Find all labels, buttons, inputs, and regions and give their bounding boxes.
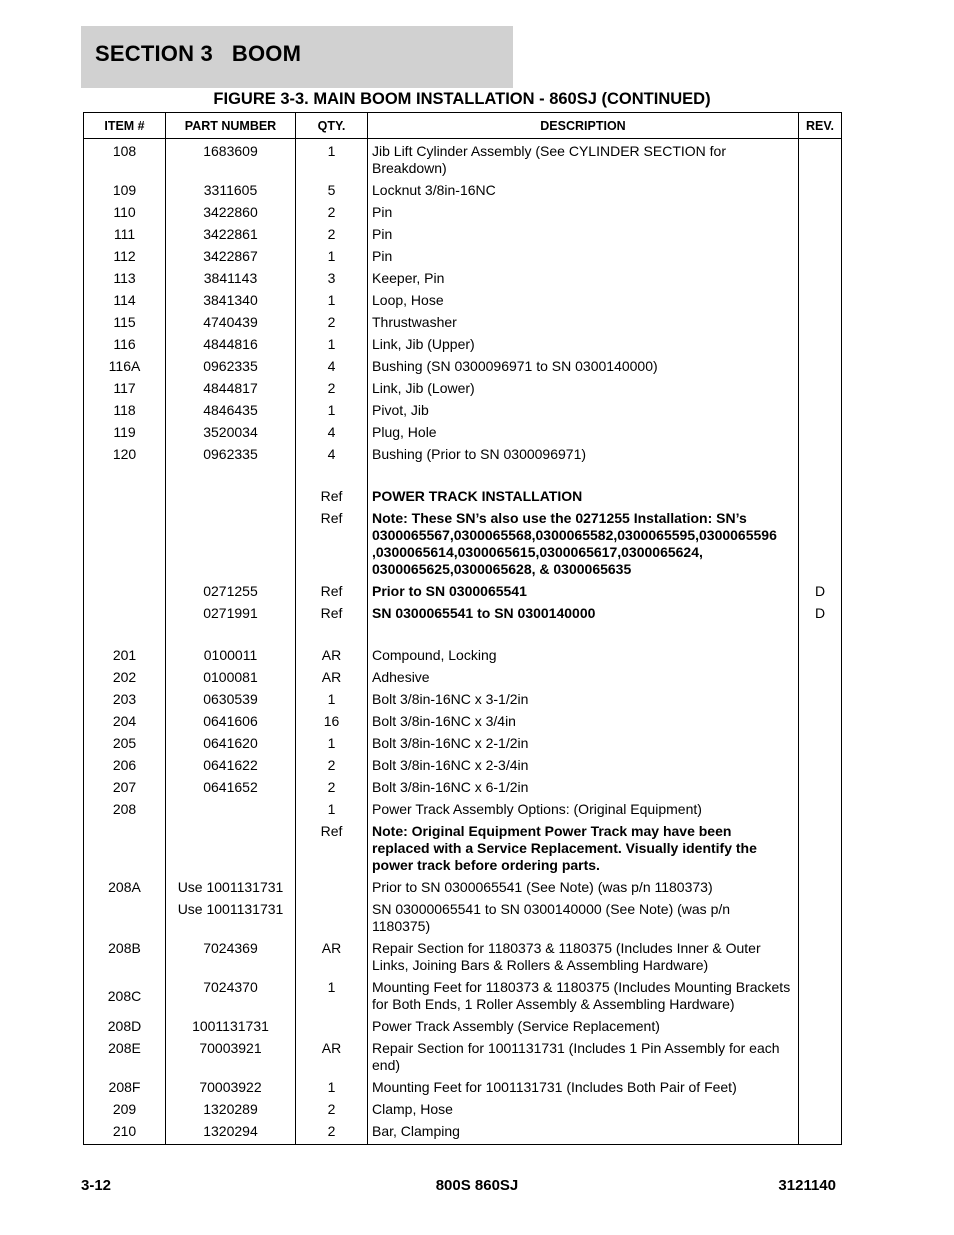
part-number-cell: 1320289: [166, 1099, 296, 1121]
rev-cell: [799, 799, 842, 821]
column-header-part-number: PART NUMBER: [166, 113, 296, 139]
table-row: [84, 1038, 842, 1077]
qty-cell: [296, 877, 368, 899]
part-number-cell: 0641606: [166, 711, 296, 733]
rev-cell: [799, 625, 842, 645]
item-cell: 207: [84, 777, 166, 799]
item-cell: 120: [84, 444, 166, 466]
item-cell: 108: [84, 139, 166, 181]
item-cell: [84, 821, 166, 877]
description-cell: Locknut 3/8in-16NC: [368, 180, 799, 202]
table-row: [84, 645, 842, 667]
part-number-cell: 4844817: [166, 378, 296, 400]
item-cell: 202: [84, 667, 166, 689]
rev-cell: [799, 268, 842, 290]
part-number-cell: Use 1001131731: [166, 899, 296, 938]
table-row: [84, 1099, 842, 1121]
spacer-row: [84, 466, 842, 486]
table-row: [84, 755, 842, 777]
item-cell: 206: [84, 755, 166, 777]
rev-cell: [799, 667, 842, 689]
table-row: [84, 268, 842, 290]
description-cell: Power Track Assembly Options: (Original Equipment): [368, 799, 799, 821]
item-cell: 208B: [84, 938, 166, 977]
part-number-cell: 4846435: [166, 400, 296, 422]
part-number-cell: 4740439: [166, 312, 296, 334]
rev-cell: [799, 1121, 842, 1145]
table-row: [84, 667, 842, 689]
qty-cell: 2: [296, 312, 368, 334]
description-cell: Mounting Feet for 1180373 & 1180375 (Includes Mounting Brackets for Both Ends, 1 Roller Assembly & Assembling Hardware): [368, 977, 799, 1016]
item-cell: [84, 625, 166, 645]
part-number-cell: 0641622: [166, 755, 296, 777]
qty-cell: [296, 466, 368, 486]
part-number-cell: 70003922: [166, 1077, 296, 1099]
part-number-cell: 3311605: [166, 180, 296, 202]
table-row: [84, 486, 842, 508]
table-row: [84, 799, 842, 821]
part-number-cell: 0100081: [166, 667, 296, 689]
rev-cell: [799, 938, 842, 977]
part-number-cell: 4844816: [166, 334, 296, 356]
part-number-cell: 0100011: [166, 645, 296, 667]
qty-cell: 1: [296, 1077, 368, 1099]
description-cell: [368, 466, 799, 486]
qty-cell: 1: [296, 334, 368, 356]
table-row: [84, 977, 842, 1016]
rev-cell: [799, 356, 842, 378]
rev-cell: [799, 202, 842, 224]
qty-cell: 4: [296, 444, 368, 466]
description-cell: Prior to SN 0300065541 (See Note) (was p/n 1180373): [368, 877, 799, 899]
table-row: [84, 312, 842, 334]
part-number-cell: 0962335: [166, 444, 296, 466]
table-row: [84, 821, 842, 877]
qty-cell: 2: [296, 224, 368, 246]
description-cell: Bolt 3/8in-16NC x 3/4in: [368, 711, 799, 733]
part-number-cell: 1001131731: [166, 1016, 296, 1038]
qty-cell: 1: [296, 139, 368, 181]
item-cell: 201: [84, 645, 166, 667]
qty-cell: 1: [296, 290, 368, 312]
part-number-cell: 7024370: [166, 977, 296, 1016]
table-row: [84, 422, 842, 444]
rev-cell: D: [799, 603, 842, 625]
description-cell: Plug, Hole: [368, 422, 799, 444]
qty-cell: AR: [296, 938, 368, 977]
item-cell: 109: [84, 180, 166, 202]
description-cell: Pin: [368, 224, 799, 246]
table-row: [84, 711, 842, 733]
parts-table: [83, 112, 842, 1145]
description-cell: SN 0300065541 to SN 0300140000: [368, 603, 799, 625]
rev-cell: [799, 977, 842, 1016]
table-row: [84, 899, 842, 938]
qty-cell: Ref: [296, 581, 368, 603]
qty-cell: 5: [296, 180, 368, 202]
part-number-cell: 3422861: [166, 224, 296, 246]
rev-cell: [799, 645, 842, 667]
description-cell: Link, Jib (Lower): [368, 378, 799, 400]
rev-cell: [799, 821, 842, 877]
item-cell: [84, 508, 166, 581]
table-row: [84, 334, 842, 356]
table-row: [84, 733, 842, 755]
rev-cell: [799, 180, 842, 202]
part-number-cell: 1320294: [166, 1121, 296, 1145]
document-number: 3121140: [778, 1177, 836, 1194]
description-cell: Bushing (Prior to SN 0300096971): [368, 444, 799, 466]
part-number-cell: 3520034: [166, 422, 296, 444]
table-row: [84, 202, 842, 224]
page-number: 3-12: [81, 1177, 112, 1194]
item-cell: [84, 486, 166, 508]
description-cell: Compound, Locking: [368, 645, 799, 667]
part-number-cell: 0641620: [166, 733, 296, 755]
item-cell: 116: [84, 334, 166, 356]
rev-cell: [799, 312, 842, 334]
rev-cell: [799, 224, 842, 246]
part-number-cell: 3422867: [166, 246, 296, 268]
table-row: [84, 224, 842, 246]
column-header-rev: REV.: [799, 113, 842, 139]
rev-cell: [799, 1016, 842, 1038]
description-cell: Loop, Hose: [368, 290, 799, 312]
table-row: [84, 246, 842, 268]
item-cell: 203: [84, 689, 166, 711]
description-cell: Repair Section for 1180373 & 1180375 (Includes Inner & Outer Links, Joining Bars & Rollers & Assembling Hardware): [368, 938, 799, 977]
item-cell: 112: [84, 246, 166, 268]
part-number-cell: 0271991: [166, 603, 296, 625]
description-cell: Bolt 3/8in-16NC x 2-1/2in: [368, 733, 799, 755]
part-number-cell: Use 1001131731: [166, 877, 296, 899]
qty-cell: 1: [296, 689, 368, 711]
qty-cell: [296, 625, 368, 645]
item-cell: 209: [84, 1099, 166, 1121]
table-header-row: [84, 113, 842, 139]
part-number-cell: [166, 625, 296, 645]
item-cell: 208E: [84, 1038, 166, 1077]
part-number-cell: [166, 799, 296, 821]
item-cell: 115: [84, 312, 166, 334]
item-cell: 113: [84, 268, 166, 290]
qty-cell: AR: [296, 1038, 368, 1077]
description-cell: Note: Original Equipment Power Track may have been replaced with a Service Replacement. Visually identify the power track before ordering parts.: [368, 821, 799, 877]
part-number-cell: [166, 466, 296, 486]
qty-cell: 1: [296, 733, 368, 755]
qty-cell: 16: [296, 711, 368, 733]
item-cell: 210: [84, 1121, 166, 1145]
item-cell: 208: [84, 799, 166, 821]
qty-cell: Ref: [296, 486, 368, 508]
description-cell: Mounting Feet for 1001131731 (Includes Both Pair of Feet): [368, 1077, 799, 1099]
table-row: [84, 508, 842, 581]
item-cell: 114: [84, 290, 166, 312]
rev-cell: [799, 733, 842, 755]
item-cell: [84, 603, 166, 625]
rev-cell: [799, 139, 842, 181]
qty-cell: 2: [296, 777, 368, 799]
section-banner: [81, 26, 513, 88]
table-row: [84, 877, 842, 899]
rev-cell: [799, 466, 842, 486]
description-cell: SN 03000065541 to SN 0300140000 (See Note) (was p/n 1180375): [368, 899, 799, 938]
description-cell: Adhesive: [368, 667, 799, 689]
spacer-row: [84, 625, 842, 645]
item-cell: [84, 466, 166, 486]
part-number-cell: [166, 821, 296, 877]
column-header-item: ITEM #: [84, 113, 166, 139]
description-cell: POWER TRACK INSTALLATION: [368, 486, 799, 508]
item-cell: 116A: [84, 356, 166, 378]
column-header-qty: QTY.: [296, 113, 368, 139]
item-cell: [84, 899, 166, 938]
table-row: [84, 378, 842, 400]
qty-cell: 1: [296, 400, 368, 422]
qty-cell: 1: [296, 799, 368, 821]
qty-cell: [296, 1016, 368, 1038]
rev-cell: [799, 334, 842, 356]
qty-cell: AR: [296, 645, 368, 667]
item-cell: 208F: [84, 1077, 166, 1099]
description-cell: Pivot, Jib: [368, 400, 799, 422]
table-row: [84, 400, 842, 422]
table-row: [84, 1077, 842, 1099]
description-cell: Bolt 3/8in-16NC x 2-3/4in: [368, 755, 799, 777]
table-row: [84, 290, 842, 312]
part-number-cell: 3422860: [166, 202, 296, 224]
item-cell: 117: [84, 378, 166, 400]
rev-cell: [799, 755, 842, 777]
qty-cell: AR: [296, 667, 368, 689]
description-cell: Bolt 3/8in-16NC x 6-1/2in: [368, 777, 799, 799]
description-cell: Pin: [368, 246, 799, 268]
part-number-cell: [166, 508, 296, 581]
description-cell: Jib Lift Cylinder Assembly (See CYLINDER SECTION for Breakdown): [368, 139, 799, 181]
description-cell: Link, Jib (Upper): [368, 334, 799, 356]
rev-cell: D: [799, 581, 842, 603]
model-label: 800S 860SJ: [435, 1177, 519, 1194]
qty-cell: 4: [296, 422, 368, 444]
rev-cell: [799, 400, 842, 422]
rev-cell: [799, 877, 842, 899]
qty-cell: 2: [296, 1099, 368, 1121]
description-cell: Bolt 3/8in-16NC x 3-1/2in: [368, 689, 799, 711]
item-cell: 204: [84, 711, 166, 733]
table-row: [84, 180, 842, 202]
part-number-cell: 1683609: [166, 139, 296, 181]
rev-cell: [799, 689, 842, 711]
qty-cell: 2: [296, 1121, 368, 1145]
qty-cell: Ref: [296, 603, 368, 625]
rev-cell: [799, 508, 842, 581]
description-cell: Pin: [368, 202, 799, 224]
qty-cell: 2: [296, 755, 368, 777]
figure-title: FIGURE 3-3. MAIN BOOM INSTALLATION - 860SJ (CONTINUED): [213, 90, 711, 108]
table-row: [84, 1016, 842, 1038]
description-cell: Thrustwasher: [368, 312, 799, 334]
description-cell: Bushing (SN 0300096971 to SN 0300140000): [368, 356, 799, 378]
item-cell: 119: [84, 422, 166, 444]
table-row: [84, 444, 842, 466]
item-cell: 208C: [84, 977, 166, 1016]
item-cell: [84, 581, 166, 603]
part-number-cell: 3841143: [166, 268, 296, 290]
qty-cell: 2: [296, 202, 368, 224]
table-row: [84, 139, 842, 181]
table-row: [84, 603, 842, 625]
part-number-cell: 70003921: [166, 1038, 296, 1077]
qty-cell: 3: [296, 268, 368, 290]
rev-cell: [799, 246, 842, 268]
description-cell: Prior to SN 0300065541: [368, 581, 799, 603]
description-cell: Clamp, Hose: [368, 1099, 799, 1121]
description-cell: Power Track Assembly (Service Replacement): [368, 1016, 799, 1038]
part-number-cell: 0641652: [166, 777, 296, 799]
qty-cell: 1: [296, 977, 368, 1016]
item-cell: 110: [84, 202, 166, 224]
rev-cell: [799, 1099, 842, 1121]
table-row: [84, 581, 842, 603]
description-cell: Bar, Clamping: [368, 1121, 799, 1145]
rev-cell: [799, 486, 842, 508]
item-cell: 205: [84, 733, 166, 755]
column-header-description: DESCRIPTION: [368, 113, 799, 139]
table-row: [84, 777, 842, 799]
qty-cell: Ref: [296, 821, 368, 877]
qty-cell: 1: [296, 246, 368, 268]
qty-cell: 2: [296, 378, 368, 400]
part-number-cell: 0630539: [166, 689, 296, 711]
part-number-cell: [166, 486, 296, 508]
part-number-cell: 3841340: [166, 290, 296, 312]
rev-cell: [799, 711, 842, 733]
rev-cell: [799, 378, 842, 400]
part-number-cell: 0962335: [166, 356, 296, 378]
table-row: [84, 356, 842, 378]
rev-cell: [799, 777, 842, 799]
description-cell: Note: These SN’s also use the 0271255 Installation: SN’s 0300065567,0300065568,0300065582,0300065595,0300065596 ,0300065614,0300065615,0300065617,0300065624, 0300065625,0300065628, & 0300065635: [368, 508, 799, 581]
item-cell: 208D: [84, 1016, 166, 1038]
table-row: [84, 689, 842, 711]
rev-cell: [799, 290, 842, 312]
qty-cell: 4: [296, 356, 368, 378]
part-number-cell: 0271255: [166, 581, 296, 603]
parts-table-body: [84, 139, 842, 1145]
description-cell: Repair Section for 1001131731 (Includes 1 Pin Assembly for each end): [368, 1038, 799, 1077]
rev-cell: [799, 899, 842, 938]
qty-cell: Ref: [296, 508, 368, 581]
item-cell: 111: [84, 224, 166, 246]
description-cell: [368, 625, 799, 645]
part-number-cell: 7024369: [166, 938, 296, 977]
rev-cell: [799, 444, 842, 466]
item-cell: 118: [84, 400, 166, 422]
rev-cell: [799, 422, 842, 444]
section-title: SECTION 3 BOOM: [95, 41, 302, 66]
item-cell: 208A: [84, 877, 166, 899]
table-row: [84, 938, 842, 977]
rev-cell: [799, 1077, 842, 1099]
rev-cell: [799, 1038, 842, 1077]
table-row: [84, 1121, 842, 1145]
description-cell: Keeper, Pin: [368, 268, 799, 290]
qty-cell: [296, 899, 368, 938]
